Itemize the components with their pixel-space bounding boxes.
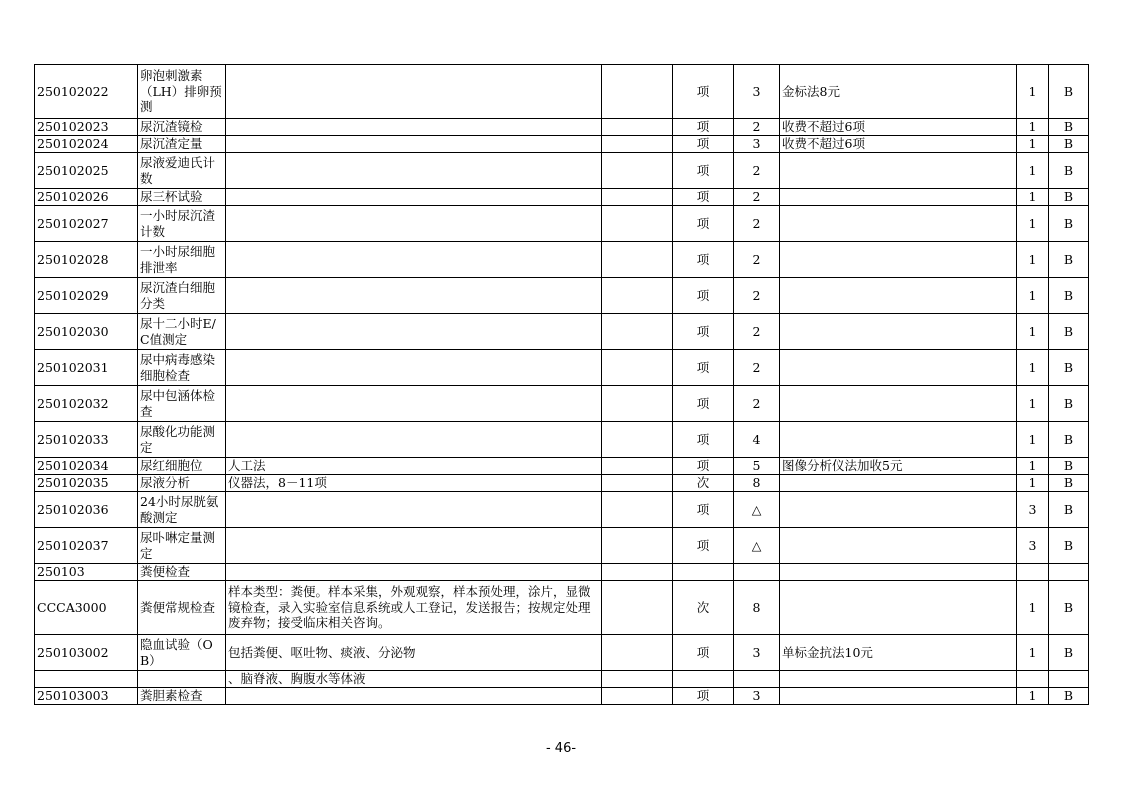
item-level: 1 <box>1017 314 1049 350</box>
item-name: 尿卟啉定量测定 <box>138 528 226 564</box>
item-exclusion <box>602 136 673 153</box>
item-name: 尿沉渣定量 <box>138 136 226 153</box>
item-unit: 项 <box>673 350 734 386</box>
item-note: 收费不超过6项 <box>780 136 1017 153</box>
item-class: B <box>1049 688 1089 705</box>
item-code: 250102033 <box>35 422 138 458</box>
item-name: 粪胆素检查 <box>138 688 226 705</box>
item-content <box>226 528 602 564</box>
item-price: 2 <box>734 206 780 242</box>
table-row <box>35 688 1089 705</box>
item-unit: 项 <box>673 492 734 528</box>
item-code: 250102022 <box>35 65 138 119</box>
item-content <box>226 422 602 458</box>
item-code: 250102035 <box>35 475 138 492</box>
item-exclusion <box>602 242 673 278</box>
item-content <box>226 314 602 350</box>
item-note <box>780 153 1017 189</box>
table-row <box>35 386 1089 422</box>
item-level <box>1017 564 1049 581</box>
page-number: - 46- <box>545 741 577 756</box>
item-unit: 项 <box>673 278 734 314</box>
item-price: 2 <box>734 278 780 314</box>
table-row <box>35 422 1089 458</box>
item-class: B <box>1049 314 1089 350</box>
item-class: B <box>1049 458 1089 475</box>
item-note <box>780 314 1017 350</box>
item-content <box>226 350 602 386</box>
item-exclusion <box>602 422 673 458</box>
item-content <box>226 242 602 278</box>
item-note <box>780 422 1017 458</box>
item-note <box>780 671 1017 688</box>
item-note <box>780 206 1017 242</box>
item-content: 、脑脊液、胸腹水等体液 <box>226 671 602 688</box>
item-code: 250102029 <box>35 278 138 314</box>
item-unit: 项 <box>673 458 734 475</box>
item-unit: 项 <box>673 65 734 119</box>
item-level: 1 <box>1017 189 1049 206</box>
item-level: 1 <box>1017 422 1049 458</box>
table-row <box>35 136 1089 153</box>
item-name: 粪便常规检查 <box>138 581 226 635</box>
item-unit: 次 <box>673 581 734 635</box>
item-code: 250103003 <box>35 688 138 705</box>
item-class: B <box>1049 65 1089 119</box>
item-name: 尿红细胞位 <box>138 458 226 475</box>
item-exclusion <box>602 458 673 475</box>
item-price: 2 <box>734 153 780 189</box>
item-note <box>780 475 1017 492</box>
item-class: B <box>1049 422 1089 458</box>
item-exclusion <box>602 65 673 119</box>
item-exclusion <box>602 475 673 492</box>
item-class: B <box>1049 492 1089 528</box>
table-row <box>35 528 1089 564</box>
table-row <box>35 458 1089 475</box>
item-price <box>734 671 780 688</box>
item-class: B <box>1049 153 1089 189</box>
item-level: 1 <box>1017 136 1049 153</box>
item-level: 1 <box>1017 65 1049 119</box>
item-level: 1 <box>1017 688 1049 705</box>
item-name: 一小时尿沉渣计数 <box>138 206 226 242</box>
item-note <box>780 189 1017 206</box>
item-exclusion <box>602 528 673 564</box>
item-price: 2 <box>734 189 780 206</box>
item-note <box>780 242 1017 278</box>
item-note <box>780 581 1017 635</box>
item-price: 4 <box>734 422 780 458</box>
item-code: 250103002 <box>35 635 138 671</box>
item-exclusion <box>602 386 673 422</box>
item-code: 250102028 <box>35 242 138 278</box>
item-content <box>226 206 602 242</box>
item-unit: 项 <box>673 528 734 564</box>
item-unit: 项 <box>673 422 734 458</box>
item-name: 尿酸化功能测定 <box>138 422 226 458</box>
item-exclusion <box>602 350 673 386</box>
table-row <box>35 492 1089 528</box>
item-level: 1 <box>1017 386 1049 422</box>
item-note: 图像分析仪法加收5元 <box>780 458 1017 475</box>
item-code: 250102023 <box>35 119 138 136</box>
item-name: 尿液爱迪氏计数 <box>138 153 226 189</box>
item-name: 尿液分析 <box>138 475 226 492</box>
item-price: 3 <box>734 635 780 671</box>
item-content <box>226 65 602 119</box>
item-unit <box>673 564 734 581</box>
item-class: B <box>1049 386 1089 422</box>
item-class: B <box>1049 278 1089 314</box>
item-unit: 项 <box>673 635 734 671</box>
table-row <box>35 153 1089 189</box>
item-name: 卵泡刺激素（LH）排卵预测 <box>138 65 226 119</box>
item-price: 2 <box>734 386 780 422</box>
item-level: 1 <box>1017 119 1049 136</box>
item-unit: 次 <box>673 475 734 492</box>
item-level <box>1017 671 1049 688</box>
item-code: 250102025 <box>35 153 138 189</box>
item-content: 样本类型：粪便。样本采集，外观观察，样本预处理，涂片，显微镜检查，录入实验室信息系统或人工登记，发送报告；按规定处理废弃物；接受临床相关咨询。 <box>226 581 602 635</box>
item-price: 8 <box>734 475 780 492</box>
item-level: 1 <box>1017 153 1049 189</box>
item-class <box>1049 564 1089 581</box>
item-note <box>780 278 1017 314</box>
item-code: 250102027 <box>35 206 138 242</box>
table-row <box>35 242 1089 278</box>
item-unit <box>673 671 734 688</box>
item-level: 1 <box>1017 458 1049 475</box>
item-class <box>1049 671 1089 688</box>
item-note: 金标法8元 <box>780 65 1017 119</box>
item-price: 5 <box>734 458 780 475</box>
item-price: 2 <box>734 242 780 278</box>
item-level: 1 <box>1017 635 1049 671</box>
item-exclusion <box>602 688 673 705</box>
table-row <box>35 206 1089 242</box>
item-content <box>226 688 602 705</box>
item-note: 收费不超过6项 <box>780 119 1017 136</box>
item-code: 250102031 <box>35 350 138 386</box>
item-exclusion <box>602 206 673 242</box>
item-exclusion <box>602 119 673 136</box>
item-exclusion <box>602 635 673 671</box>
table-row <box>35 65 1089 119</box>
item-unit: 项 <box>673 314 734 350</box>
item-class: B <box>1049 189 1089 206</box>
item-class: B <box>1049 350 1089 386</box>
item-class: B <box>1049 475 1089 492</box>
item-level: 1 <box>1017 581 1049 635</box>
item-exclusion <box>602 564 673 581</box>
item-code <box>35 671 138 688</box>
table-row <box>35 475 1089 492</box>
item-note <box>780 492 1017 528</box>
item-level: 1 <box>1017 242 1049 278</box>
item-code: 250102030 <box>35 314 138 350</box>
item-content: 包括粪便、呕吐物、痰液、分泌物 <box>226 635 602 671</box>
table-row <box>35 581 1089 635</box>
item-level: 1 <box>1017 206 1049 242</box>
item-class: B <box>1049 206 1089 242</box>
item-unit: 项 <box>673 189 734 206</box>
table-row <box>35 671 1089 688</box>
item-price: 2 <box>734 119 780 136</box>
item-name: 尿中病毒感染细胞检查 <box>138 350 226 386</box>
item-name <box>138 671 226 688</box>
item-content: 人工法 <box>226 458 602 475</box>
item-name: 尿十二小时E/C值测定 <box>138 314 226 350</box>
item-class: B <box>1049 635 1089 671</box>
fee-table <box>34 64 1089 705</box>
item-code: 250102026 <box>35 189 138 206</box>
table-row <box>35 189 1089 206</box>
item-class: B <box>1049 581 1089 635</box>
item-content <box>226 153 602 189</box>
item-level: 1 <box>1017 278 1049 314</box>
item-code: 250102034 <box>35 458 138 475</box>
item-exclusion <box>602 153 673 189</box>
item-note: 单标金抗法10元 <box>780 635 1017 671</box>
item-code: CCCA3000 <box>35 581 138 635</box>
item-price: 3 <box>734 688 780 705</box>
item-price: 2 <box>734 314 780 350</box>
item-price: 3 <box>734 65 780 119</box>
item-name: 尿沉渣镜检 <box>138 119 226 136</box>
item-code: 250102037 <box>35 528 138 564</box>
item-exclusion <box>602 492 673 528</box>
item-price: 8 <box>734 581 780 635</box>
item-name: 尿中包涵体检查 <box>138 386 226 422</box>
item-code: 250103 <box>35 564 138 581</box>
table-row <box>35 564 1089 581</box>
item-class: B <box>1049 136 1089 153</box>
item-price: 3 <box>734 136 780 153</box>
item-unit: 项 <box>673 242 734 278</box>
item-unit: 项 <box>673 206 734 242</box>
item-content <box>226 564 602 581</box>
item-content <box>226 136 602 153</box>
item-content <box>226 386 602 422</box>
table-row <box>35 635 1089 671</box>
item-level: 3 <box>1017 528 1049 564</box>
item-level: 1 <box>1017 350 1049 386</box>
item-code: 250102036 <box>35 492 138 528</box>
item-exclusion <box>602 278 673 314</box>
item-exclusion <box>602 581 673 635</box>
item-level: 1 <box>1017 475 1049 492</box>
item-content <box>226 189 602 206</box>
item-note <box>780 564 1017 581</box>
item-content: 仪器法，8－11项 <box>226 475 602 492</box>
item-price: 2 <box>734 350 780 386</box>
item-price <box>734 564 780 581</box>
table-row <box>35 350 1089 386</box>
item-unit: 项 <box>673 153 734 189</box>
item-content <box>226 278 602 314</box>
item-name: 粪便检查 <box>138 564 226 581</box>
table-row <box>35 278 1089 314</box>
item-note <box>780 350 1017 386</box>
item-name: 一小时尿细胞排泄率 <box>138 242 226 278</box>
item-exclusion <box>602 671 673 688</box>
item-price: △ <box>734 492 780 528</box>
item-class: B <box>1049 528 1089 564</box>
item-content <box>226 492 602 528</box>
item-unit: 项 <box>673 119 734 136</box>
item-content <box>226 119 602 136</box>
item-unit: 项 <box>673 688 734 705</box>
item-name: 尿沉渣白细胞分类 <box>138 278 226 314</box>
item-note <box>780 688 1017 705</box>
item-name: 24小时尿胱氨酸测定 <box>138 492 226 528</box>
item-class: B <box>1049 242 1089 278</box>
item-exclusion <box>602 189 673 206</box>
item-unit: 项 <box>673 386 734 422</box>
item-code: 250102024 <box>35 136 138 153</box>
item-name: 隐血试验（OB） <box>138 635 226 671</box>
item-name: 尿三杯试验 <box>138 189 226 206</box>
item-note <box>780 528 1017 564</box>
table-row <box>35 314 1089 350</box>
item-unit: 项 <box>673 136 734 153</box>
item-class: B <box>1049 119 1089 136</box>
item-price: △ <box>734 528 780 564</box>
table-row <box>35 119 1089 136</box>
item-note <box>780 386 1017 422</box>
item-exclusion <box>602 314 673 350</box>
item-code: 250102032 <box>35 386 138 422</box>
item-level: 3 <box>1017 492 1049 528</box>
